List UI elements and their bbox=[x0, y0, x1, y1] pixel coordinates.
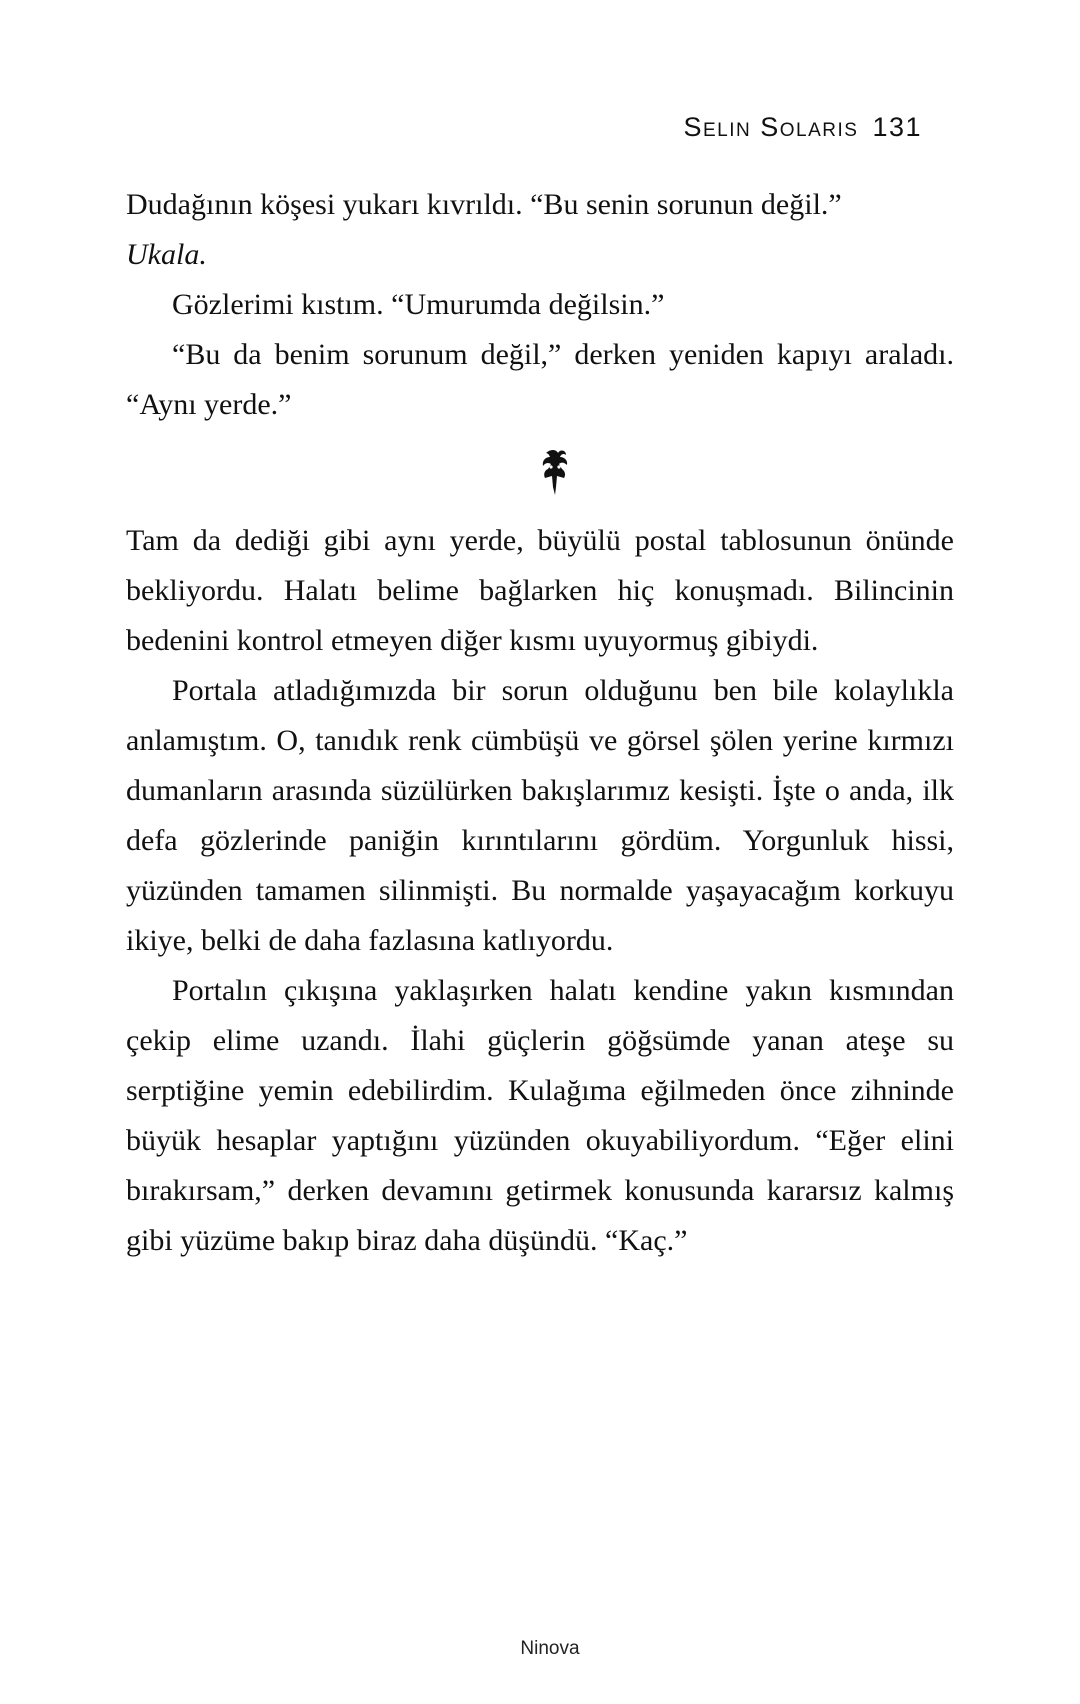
publisher-footer: Ninova bbox=[520, 1638, 580, 1659]
paragraph-6: Portala atladığımızda bir sorun olduğunu ben bile kolaylıkla anlamıştım. O, tanıdık renk cümbüşü ve görsel şölen yerine kırmızı dumanların arasında süzülürken bakışlarımız kesişti. İşte o anda, ilk defa gözlerinde paniğin kırıntılarını gördüm. Yorgunluk hissi, yüzünden tamamen silinmişti. Bu normalde yaşayacağım korkuyu ikiye, belki de daha fazlasına katlıyordu. bbox=[126, 674, 954, 957]
page-body bbox=[126, 180, 954, 1266]
paragraph-4: “Bu da benim sorunum değil,” derken yeniden kapıyı araladı. “Aynı yerde.” bbox=[126, 338, 954, 421]
running-head bbox=[683, 112, 922, 143]
scene-break-ornament-icon bbox=[538, 447, 572, 499]
paragraph-5: Tam da dediği gibi aynı yerde, büyülü postal tablosunun önünde bekliyordu. Halatı belime bağlarken hiç konuşmadı. Bilincinin bedenini kontrol etmeyen diğer kısmı uyuyormuş gibiydi. bbox=[126, 524, 954, 657]
running-head-title: Selin Solaris bbox=[683, 112, 859, 142]
paragraph-3: Gözlerimi kıstım. “Umurumda değilsin.” bbox=[172, 288, 665, 321]
paragraph-2-italic: Ukala. bbox=[126, 238, 207, 271]
scene-break bbox=[126, 430, 954, 516]
paragraph-7: Portalın çıkışına yaklaşırken halatı kendine yakın kısmından çekip elime uzandı. İlahi güçlerin göğsümde yanan ateşe su serptiğine yemin edebilirdim. Kulağıma eğilmeden önce zihninde büyük hesaplar yaptığını yüzünden okuyabiliyordum. “Eğer elini bırakırsam,” derken devamını getirmek konusunda kararsız kalmış gibi yüzüme bakıp biraz daha düşündü. “Kaç.” bbox=[126, 974, 954, 1257]
paragraph-1: Dudağının köşesi yukarı kıvrıldı. “Bu senin sorunun değil.” bbox=[126, 188, 842, 221]
page-number: 131 bbox=[872, 112, 922, 142]
